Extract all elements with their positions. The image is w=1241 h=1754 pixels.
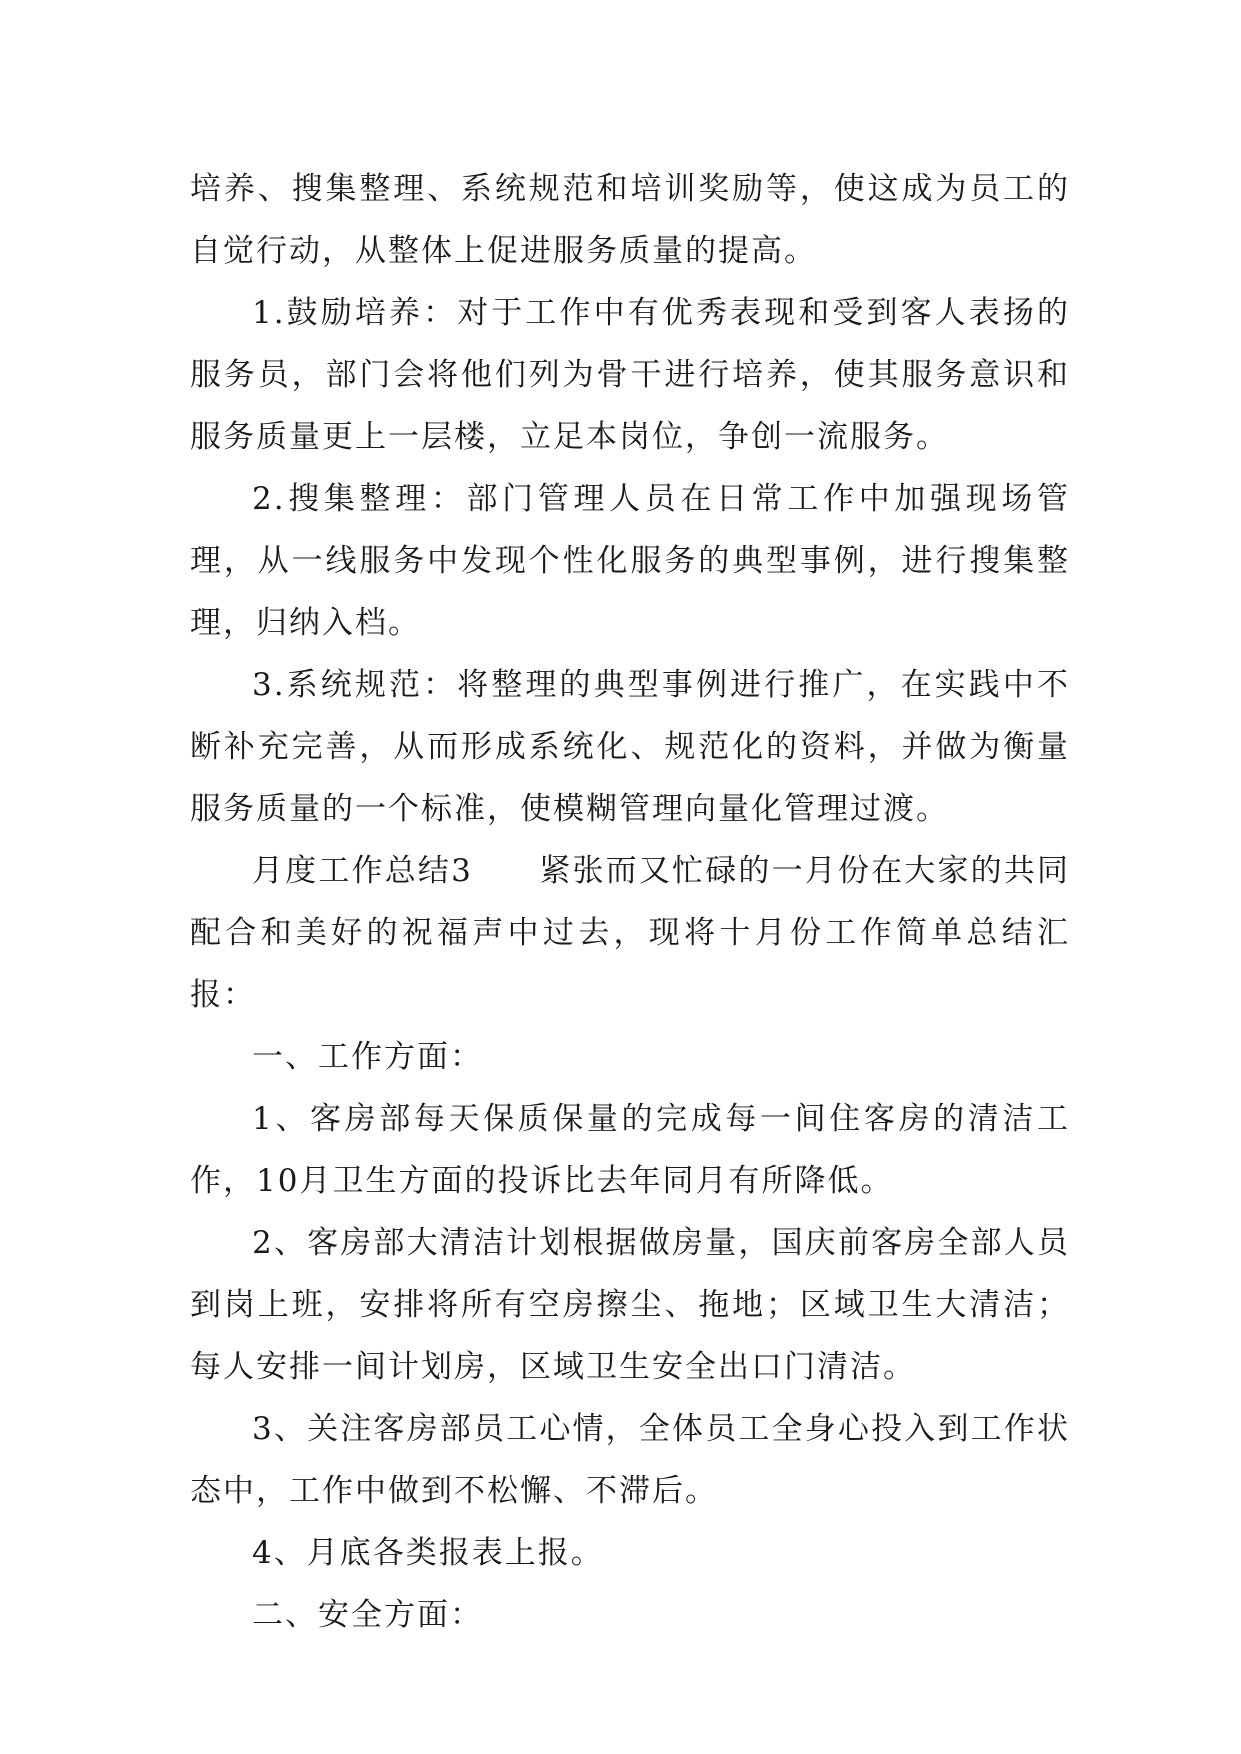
paragraph-monthly-summary-intro: 月度工作总结3 紧张而又忙碌的一月份在大家的共同配合和美好的祝福声中过去，现将十月份工作简单总结汇报：	[190, 853, 1070, 1013]
paragraph-encourage-training: 1.鼓励培养：对于工作中有优秀表现和受到客人表扬的服务员，部门会将他们列为骨干进行培养，使其服务意识和服务质量更上一层楼，立足本岗位，争创一流服务。	[190, 295, 1070, 455]
paragraph-system-standard: 3.系统规范：将整理的典型事例进行推广，在实践中不断补充完善，从而形成系统化、规范化的资料，并做为衡量服务质量的一个标准，使模糊管理向量化管理过渡。	[190, 667, 1070, 827]
paragraph-work-item-2: 2、客房部大清洁计划根据做房量，国庆前客房全部人员到岗上班，安排将所有空房擦尘、拖地；区域卫生大清洁；每人安排一间计划房，区域卫生安全出口门清洁。	[190, 1225, 1070, 1385]
paragraph-continuation: 培养、搜集整理、系统规范和培训奖励等，使这成为员工的自觉行动，从整体上促进服务质量的提高。	[190, 171, 1070, 269]
paragraph-work-item-3: 3、关注客房部员工心情，全体员工全身心投入到工作状态中，工作中做到不松懈、不滞后。	[190, 1411, 1070, 1509]
section-heading-work: 一、工作方面：	[252, 1039, 483, 1075]
document-body	[190, 158, 1070, 1646]
section-heading-safety: 二、安全方面：	[252, 1597, 483, 1633]
paragraph-collect-organize: 2.搜集整理：部门管理人员在日常工作中加强现场管理，从一线服务中发现个性化服务的典型事例，进行搜集整理，归纳入档。	[190, 481, 1070, 641]
paragraph-work-item-4: 4、月底各类报表上报。	[252, 1535, 604, 1571]
paragraph-work-item-1: 1、客房部每天保质保量的完成每一间住客房的清洁工作，10月卫生方面的投诉比去年同月有所降低。	[190, 1101, 1070, 1199]
